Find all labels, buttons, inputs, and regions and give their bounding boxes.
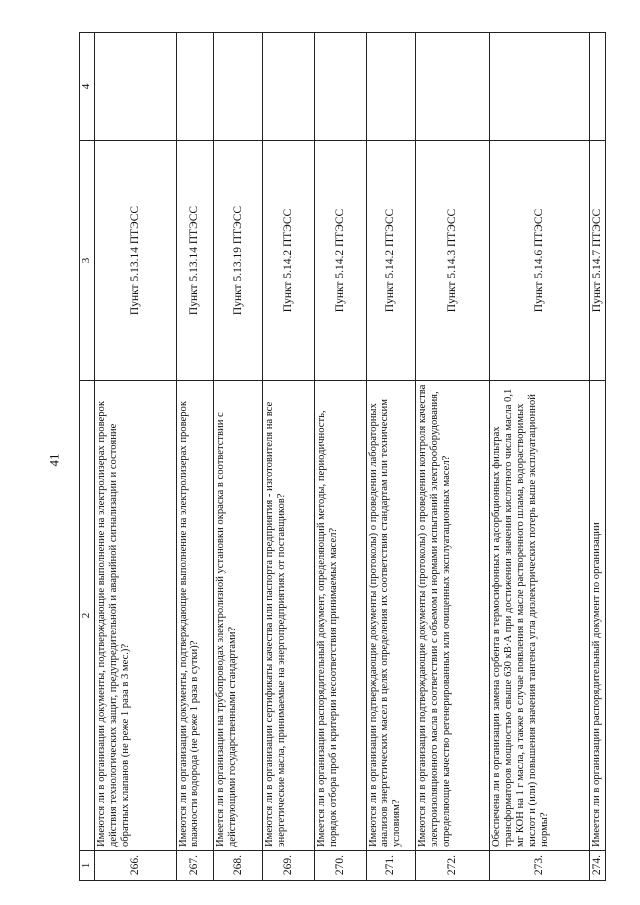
question-text: Имеются ли в организации подтверждающие документы (протоколы) о проведении лабораторных анализов энергетических масел в целях определения их соответствия стандартам или техническим условиям? [366, 381, 416, 851]
question-text: Имеются ли в организации подтверждающие документы (протоколы) о проведении контроля качества электроизоляционного масла в соответствии с объемом и нормами испытаний электрооборудования, определяющие качество регенерированных или очищенных эксплуатационных масел? [416, 381, 490, 851]
table-row [263, 33, 315, 881]
reference-cell: Пункт 5.14.7 ПТЭСС [589, 141, 605, 381]
reference-cell: Пункт 5.14.3 ПТЭСС [416, 141, 490, 381]
reference-cell: Пункт 5.14.2 ПТЭСС [314, 141, 366, 381]
table-row [416, 33, 490, 881]
row-number: 268. [213, 851, 263, 881]
question-text: Обеспечена ли в организации замена сорбента в термосифонных и адсорбционных фильтрах трансформаторов мощностью свыше 630 кВ·А при достижении значения кислотного числа масла 0,1 мг КОН на 1 г масла, а также в случае появления в масле растворенного шлама, водорастворимых кислот и (или) повышения значения тангенса угла диэлектрических потерь выше эксплуатационной нормы? [490, 381, 589, 851]
checklist-table [79, 32, 606, 881]
row-number: 273. [490, 851, 589, 881]
row-number: 269. [263, 851, 315, 881]
header-col-3: 3 [80, 141, 95, 381]
question-text: Имеются ли в организации сертификаты качества или паспорта предприятия - изготовителя на все энергетические масла, принимаемые на энергопредприятиях от поставщиков? [263, 381, 315, 851]
table-row [490, 33, 589, 881]
header-col-4: 4 [80, 33, 95, 141]
table-header-row [80, 33, 95, 881]
table-row [589, 33, 605, 881]
row-number: 272. [416, 851, 490, 881]
question-text: Имеется ли в организации распорядительный документ, определяющий методы, периодичность, порядок отбора проб и критерии несоответствия принимаемых масел? [314, 381, 366, 851]
row-number: 267. [176, 851, 213, 881]
note-cell [176, 33, 213, 141]
reference-cell: Пункт 5.14.2 ПТЭСС [366, 141, 416, 381]
header-col-1: 1 [80, 851, 95, 881]
table-row [366, 33, 416, 881]
reference-cell: Пункт 5.13.14 ПТЭСС [176, 141, 213, 381]
header-col-2: 2 [80, 381, 95, 851]
row-number: 271. [366, 851, 416, 881]
page-number: 41 [46, 453, 62, 467]
note-cell [213, 33, 263, 141]
table-row [95, 33, 177, 881]
row-number: 266. [95, 851, 177, 881]
reference-cell: Пункт 5.14.2 ПТЭСС [263, 141, 315, 381]
question-text: Имеются ли в организации документы, подтверждающие выполнение на электролизерах проверок влажности водорода (не реже 1 раза в сутки)? [176, 381, 213, 851]
checklist-table-container [79, 33, 606, 881]
reference-cell: Пункт 5.13.19 ПТЭСС [213, 141, 263, 381]
row-number: 270. [314, 851, 366, 881]
question-text: Имеются ли в организации документы, подтверждающие выполнение на электролизерах проверок действия технологических защит, предупредительной и аварийной сигнализации и состояние обратных клапанов (не реже 1 раза в 3 мес.)? [95, 381, 177, 851]
table-row [176, 33, 213, 881]
question-text: Имеется ли в организации на трубопроводах электролизной установки окраска в соответствии с действующими государственными стандартами? [213, 381, 263, 851]
note-cell [95, 33, 177, 141]
note-cell [490, 33, 589, 141]
table-row [213, 33, 263, 881]
reference-cell: Пункт 5.14.6 ПТЭСС [490, 141, 589, 381]
row-number: 274. [589, 851, 605, 881]
table-row [314, 33, 366, 881]
note-cell [314, 33, 366, 141]
reference-cell: Пункт 5.13.14 ПТЭСС [95, 141, 177, 381]
note-cell [263, 33, 315, 141]
note-cell [366, 33, 416, 141]
question-text: Имеется ли в организации распорядительный документ по организации [589, 381, 605, 851]
note-cell [589, 33, 605, 141]
note-cell [416, 33, 490, 141]
